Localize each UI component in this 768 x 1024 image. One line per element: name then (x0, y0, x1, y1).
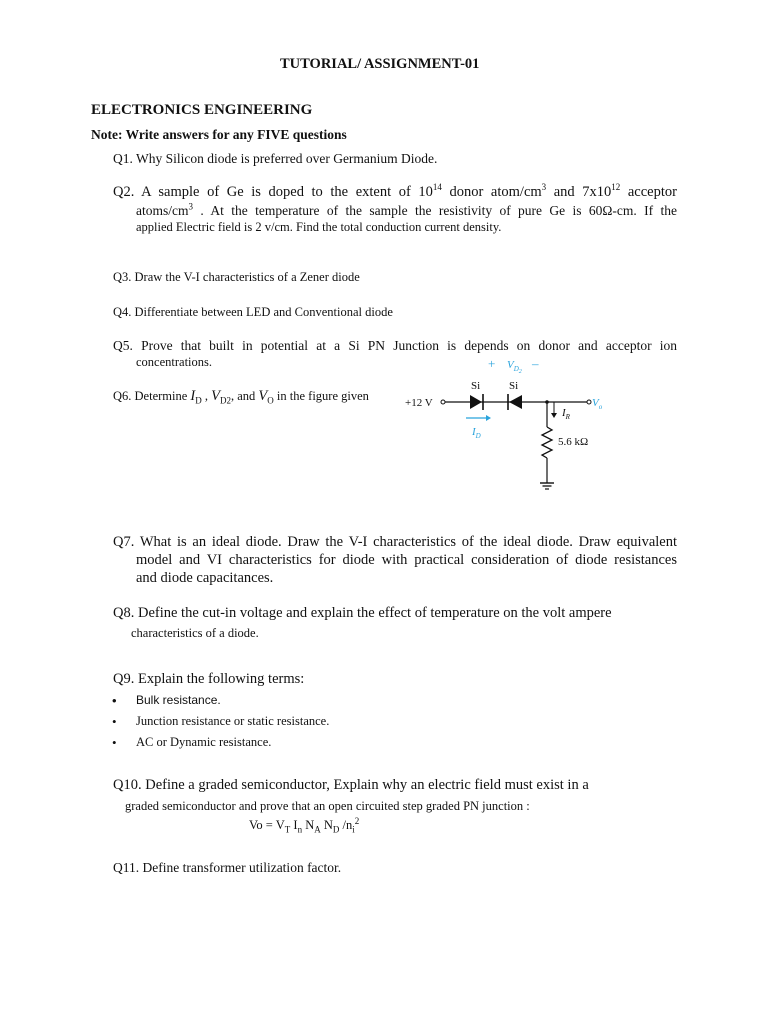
question-5-line-2: concentrations. (136, 355, 213, 369)
diode-2-label: Si (509, 380, 519, 392)
question-3: Q3. Draw the V-I characteristics of a Zener diode (113, 270, 360, 284)
bullet-icon: • (112, 714, 117, 729)
list-item: • Junction resistance or static resistance. (112, 714, 330, 729)
ir-label: $I_R$ (562, 407, 570, 421)
question-10-line-2: graded semiconductor and prove that an open circuited step graded PN junction : (125, 799, 530, 813)
question-5-line-1: Q5. Prove that built in potential at a Si PN Junction is depends on donor and acceptor ion (113, 338, 677, 353)
list-item: • AC or Dynamic resistance. (112, 735, 272, 750)
question-6: Q6. Determine $I_D$ , $V_{D2}$, and $V_O$ in the figure given (113, 388, 369, 406)
vd2-plus: + (488, 356, 496, 371)
output-terminal (587, 400, 591, 404)
question-10-line-1: Q10. Define a graded semiconductor, Explain why an electric field must exist in a (113, 777, 589, 793)
question-2-line-2: atoms/$cm^3$ . At the temperature of the sample the resistivity of pure Ge is 60Ω-cm. If the (136, 201, 677, 218)
question-10-formula: $Vo = V_T$ $I_n$ $N_A$ $N_D$ $/n_i^2$ (249, 815, 360, 835)
question-2-line-1: Q2. A sample of Ge is doped to the extent of $10^{14}$ donor atom/$cm^3$ and $7x10^{12}$ acceptor (113, 182, 677, 200)
bullet-icon: • (112, 735, 117, 750)
resistor-symbol (542, 427, 552, 458)
question-11: Q11. Define transformer utilization factor. (113, 860, 342, 875)
question-7-line-1: Q7. What is an ideal diode. Draw the V-I characteristics of the ideal diode. Draw equivalent (113, 534, 677, 550)
question-7-line-2: model and VI characteristics for diode with practical consideration of diode resistances (136, 552, 677, 568)
instruction-note: Note: Write answers for any FIVE questions (91, 127, 347, 142)
diode-1-symbol (470, 395, 482, 409)
source-terminal (441, 400, 445, 404)
vo-label: $V_o$ (592, 397, 603, 411)
question-9-heading: Q9. Explain the following terms: (113, 671, 305, 687)
question-8-line-2: characteristics of a diode. (131, 626, 259, 640)
vd2-label: $V_D2$ (507, 359, 522, 375)
ir-arrow-head (551, 413, 557, 418)
id-arrow-head (486, 415, 491, 421)
list-item: • Bulk resistance. (112, 693, 221, 708)
question-4: Q4. Differentiate between LED and Conventional diode (113, 305, 393, 319)
question-2-line-3: applied Electric field is 2 v/cm. Find the total conduction current density. (136, 220, 502, 234)
subject-heading: ELECTRONICS ENGINEERING (91, 102, 313, 118)
resistor-label: 5.6 kΩ (558, 436, 589, 448)
diode-1-label: Si (471, 380, 481, 392)
page-title: TUTORIAL/ ASSIGNMENT-01 (280, 56, 480, 72)
diode-circuit-diagram (400, 355, 620, 500)
vd2-minus: – (532, 356, 539, 371)
question-7-line-3: and diode capacitances. (136, 570, 274, 586)
bullet-icon: • (112, 693, 117, 708)
source-voltage-label: +12 V (405, 397, 433, 409)
question-8-line-1: Q8. Define the cut-in voltage and explain the effect of temperature on the volt ampere (113, 605, 612, 621)
diode-2-symbol (509, 395, 522, 409)
question-1: Q1. Why Silicon diode is preferred over Germanium Diode. (113, 151, 438, 166)
id-label: $I_D$ (472, 426, 481, 440)
